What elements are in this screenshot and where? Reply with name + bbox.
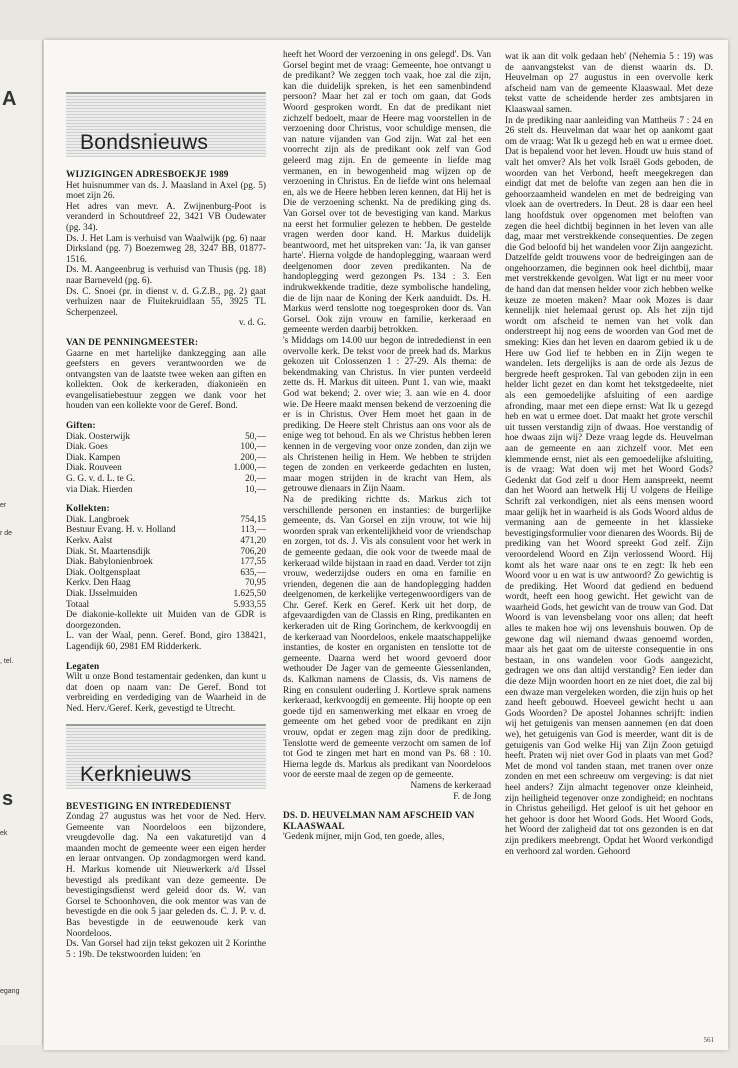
paragraph: L. van der Waal, penn. Geref. Bond, giro 138421, Lagendijk 60, 2981 EM Ridderkerk. — [66, 631, 266, 652]
article-heading: BEVESTIGING EN INTREDEDIENST — [66, 801, 232, 812]
adjacent-page-fragment: egang — [0, 988, 20, 995]
row-label: Diak. Langbroek — [66, 514, 129, 525]
list-row — [66, 432, 266, 443]
newsletter-page — [44, 40, 728, 1050]
list-row — [66, 442, 266, 453]
list-row — [66, 557, 266, 568]
row-amount: 1.000,— — [233, 463, 266, 474]
row-label: Diak. Ooltgensplaat — [66, 567, 141, 578]
paragraph: Het adres van mevr. A. Zwijnenburg-Poot is veranderd in Schoutdreef 22, 3421 VB Oudewater (pg. 34). — [66, 201, 266, 233]
row-label: Bestuur Evang. H. v. Holland — [66, 525, 176, 536]
paragraph: Ds. C. Snoei (pr. in dienst v. d. G.Z.B., pg. 2) gaat verhuizen naar de Fluitekruidlaan 55, 3925 TL Scherpenzeel. — [66, 286, 266, 318]
list-row — [66, 600, 266, 611]
row-amount: 10,— — [245, 484, 266, 495]
row-amount: 200,— — [240, 452, 266, 463]
signature: F. de Jong — [453, 791, 491, 802]
list-row — [66, 515, 266, 526]
row-amount: 50,— — [245, 431, 266, 442]
adjacent-page-letter: s — [2, 788, 14, 810]
row-amount: 635,— — [240, 567, 266, 578]
article-heading: VAN DE PENNINGMEESTER: — [66, 337, 199, 348]
paragraph: In de prediking naar aanleiding van Mattheüs 7 : 24 en 26 stelt ds. Heuvelman dat waar het op aankomt gaat om de vraag: Wat Ik u gezegd heb en wat u ermee doet. Dat is bepalend voor het leven. Houdt uw huis stand of valt het omver? Als het volk Israël Gods geboden, de woorden van het Verbond, heeft meegekregen dan eindigt dat met de belofte van zegen aan hen die in gehoorzaamheid wandelen en met de bedreiging van vloek aan de overtreders. In Deut. 28 is daar een heel lang hoofdstuk over opgenomen met beloften van zegen die heel dichtbij beginnen in het leven van alle dag, maar met verstrekkende consequenties. De zegen die God beloofd bij het wandelen voor Zijn aangezicht. Datzelfde geldt trouwens voor de bedreigingen aan de ongehoorzamen, die beginnen ook heel dichtbij, maar met verstrekkende gevolgen. Wat ligt er nu meer voor de hand dan dat mensen helder voor zich hebben welke keuze ze moeten maken? Maar ook Mozes is daar kennelijk niet helemaal gerust op. Als het zijn tijd wordt om afscheid te nemen van het volk dan onderstreept hij nog eens de woorden van God met de smeking: Kies dan het leven en daarom gebied ik u de Here uw God lief te hebben en in Zijn wegen te wandelen. Iets dergelijks is aan de orde als Jezus de bergrede heeft gesproken. Tal van geboden zijn in een helder licht gezet en dan komt het tekstgedeelte, niet als een gemoedelijke afsluiting of een aardige afronding, maar met een diepe ernst: Wat Ik u gezegd heb en wat u ermee doet. Dat maakt het grote verschil uit tussen verstandig zijn of dwaas. Hoe verstandig of hoe dwaas zijn wij? Deze vraag legde ds. Heuvelman aan de gemeente en aan zichzelf voor. Met een klemmende ernst, niet als een gemoedelijke afsluiting, is de vraag: Wat doen wij met het Woord Gods? Gedenkt dat God zelf u door Hem aanspreekt, neemt dan het Woord aan hetwelk Hij U volgens de Heilige Schrift zal verkondigen, niet als eens mensen woord maar gelijk het in waarheid is als Gods Woord aldus de vermaning aan de gemeente in het klassieke bevestigingsformulier voor dienaren des Woords. Bij de prediking van het Woord spreekt God zelf. Zijn veroordelend Woord en Zijn verlossend Woord. Hij komt als het ware naar ons te en zegt: Ik heb een Woord voor u en wat is uw antwoord? Zo gewichtig is de prediking. Het Woord dat gediend en beduend wordt, heeft een hoog gewicht. Het gewicht van de waarheid Gods, het gewicht van de trouw van God. Dat Woord is van levensbelang voor ons allen; dat heeft alles te maken hoe wij ons levenshuis bouwen. Op de gewone dag wil niemand dwaas genoemd worden, maar als het gaat om de uiterste consequentie in ons bestaan, in ons wandelen voor Gods aangezicht, gedragen we ons dan altijd verstandig? Een ieder dan die deze Mijn woorden hoort en ze niet doet, die zal bij een dwaze man vergeleken worden, die zijn huis op het zand heeft gebouwd. Hoeveel gewicht hecht u aan Gods Woorden? De apostel Johannes schrijft: indien wij het getuigenis van mensen aannemen (en dat doen we), het getuigenis van God is meerder, want dit is de getuigenis van God welke Hij van Zijn Zoon getuigd heeft. Praten wij niet over God in plaats van met God? Met de mond vol tanden staan, met tranen over onze zonden en met een schreeuw om vergeving: is dat niet heel anders? Zijn almacht tegenover onze kleinheid, zijn heiligheid tegenover onze zondigheid; en nochtans in Christus geheiligd. Het geloof is uit het gehoor en het gehoor is door het Woord Gods. Het Woord Gods, het Woord der zaligheid dat tot ons gezonden is en dat zijn predikers meebrengt. Opdat het Woord verkondigd en verhoord zal worden. Gehoord — [505, 115, 713, 857]
list-heading: Kollekten: — [66, 504, 110, 515]
list-row — [66, 485, 266, 496]
adjacent-page-fragment: , tel. — [0, 658, 14, 665]
list-row — [66, 463, 266, 474]
row-label: G. G. v. d. L. te G. — [66, 474, 136, 485]
row-amount: 177,55 — [240, 557, 266, 568]
row-label: Totaal — [66, 599, 90, 610]
section-title: Bondsnieuws — [80, 131, 209, 155]
list-row — [66, 525, 266, 536]
row-amount: 5.933,55 — [233, 599, 266, 610]
row-label: Diak. Goes — [66, 442, 108, 453]
list-heading: Giften: — [66, 421, 96, 432]
row-amount: 471,20 — [240, 536, 266, 546]
list-row — [66, 578, 266, 589]
list-row — [66, 589, 266, 600]
paragraph: Het huisnummer van ds. J. Maasland in Axel (pg. 5) moet zijn 26. — [66, 180, 266, 202]
row-label: Kerkv. Den Haag — [66, 578, 131, 589]
article-heading: DS. D. HEUVELMAN NAM AFSCHEID VAN KLAASWAAL — [283, 811, 475, 832]
paragraph: Zondag 27 augustus was het voor de Ned. Herv. Gemeente van Noordeloos een bijzondere, vreugdevolle dag. Na een vakaturetijd van 4 maanden mocht de gemeente weer een eigen herder en leraar ontvangen. Op zondagmorgen werd kand. H. Markus komende uit Nieuwerkerk a/d IJssel bevestigd als predikant van deze gemeente. De bevestigingsdienst werd geleid door ds. W. van Gorsel te Schoonhoven, die ook mentor was van de bevestigde en die ook 5 jaar geleden ds. C. J. P. v. d. Bas bevestigde in de eeuwenoude kerk van Noordeloos. — [66, 812, 266, 939]
list-row — [66, 547, 266, 558]
row-amount: 706,20 — [240, 546, 266, 557]
paragraph: Na de prediking richtte ds. Markus zich tot verschillende personen en instanties: de burgerlijke gemeente, ds. Van Gorsel en zijn vrouw, tot wie hij woorden sprak van erkentelijkheid voor de vriendschap en zorgen, tot ds. J. Vis als consulent voor het werk in de gemeente gedaan, die ook voor de tweede maal de kerkeraad wilde bijstaan in raad en daad. Verder tot zijn vrouw, wederzijdse ouders en oma en familie en vrienden, degenen die aan de handoplegging hadden deelgenomen, de kerkelijke vertegenwoordigers van de Chr. Geref. Kerk en Geref. Kerk uit het dorp, de afgevaardigden van de Classis en Ring, predikanten en kerkeraden uit de Ring Gorinchem, de kerkvoogdij en de kerkeraad van Noordeloos, enkele maatschappelijke instanties, de koster en organisten en tenslotte tot de gemeente. Daarna werd het woord gevoerd door wethouder De Jager van de gemeente Giessenlanden, ds. Kalkman namens de Classis, ds. Vis namens de Ring en consulent ouderling J. Kortleve sprak namens kerkeraad, kerkvoogdij en gemeente. Hij hoopte op een goede tijd en samenwerking met elkaar en vroeg de gemeente om het gebed voor de predikant en zijn vrouw, opdat er zegen mag zijn door de prediking. Tenslotte werd de gemeente verzocht om samen de lof tot God te zingen met hart en mond van Ps. 68 : 10. Hierna legde ds. Markus als predikant van Noordeloos voor de eerste maal de zegen op de gemeente. — [283, 494, 491, 781]
row-amount: 20,— — [245, 474, 266, 485]
row-label: Diak. Rouveen — [66, 463, 122, 474]
signature: Namens de kerkeraad — [410, 780, 491, 791]
kollekten-list — [66, 515, 266, 610]
row-label: Diak. IJsselmuiden — [66, 588, 138, 599]
row-label: Kerkv. Aalst — [66, 536, 113, 546]
paragraph: Ds. Van Gorsel had zijn tekst gekozen uit 2 Korinthe 5 : 19b. De tekstwoorden luiden: 'en — [66, 939, 266, 960]
paragraph: 's Middags om 14.00 uur begon de intrededienst in een overvolle kerk. De tekst voor de preek had ds. Markus gekozen uit Colossenzen 1 : 27-29. Als thema: de bekendmaking van Christus. In vier punten verdeeld zette ds. H. Markus dit uiteen. Punt 1. van wie, maakt God wat bekend; 2. over wie; 3. aan wie en 4. door wie. De Heere maakt mensen bekend de verzoening die er is in Christus. Over Hem moet het gaan in de prediking. De Heere stelt Christus aan ons voor als de enige weg tot behoud. En als we Christus hebben leren kennen in de vergeving voor onze zonden, dan zijn we als Christenen heilig in Hem. We hebben te strijden tegen de zonden en verkeerde gedachten en lusten, maar mogen strijden in de kracht van Hem, als getrouwe dienaars in Zijn Naam. — [283, 336, 491, 495]
paragraph: 'Gedenk mijner, mijn God, ten goede, alles, — [283, 832, 445, 843]
paragraph: Wilt u onze Bond testamentair gedenken, dan kunt u dat doen op naam van: De Geref. Bond tot verbreiding en verdediging van de Waarheid in de Ned. Herv./Geref. Kerk, gevestigd te Utrecht. — [66, 672, 266, 714]
column-right — [505, 52, 713, 857]
adjacent-page-letter: A — [2, 88, 17, 110]
list-row — [66, 453, 266, 464]
section-banner-kerknieuws — [66, 724, 266, 789]
row-label: Diak. Kampen — [66, 452, 121, 463]
row-label: via Diak. Hierden — [66, 484, 133, 495]
row-amount: 754,15 — [240, 514, 266, 525]
paragraph: De diakonie-kollekte uit Muiden van de GDR is doorgezonden. — [66, 610, 266, 631]
paragraph: Gaarne en met hartelijke dankzegging aan alle geefsters en gevers verantwoorden we de ontvangsten van de laatste twee weken aan giften en kollekten. Ook de kerkeraden, diakonieën en evangelisatiebestuur zeggen we dank voor het houden van een kollekte voor de Geref. Bond. — [66, 348, 266, 412]
paragraph: Ds. J. Het Lam is verhuisd van Waalwijk (pg. 6) naar Dirksland (pg. 7) Boezemweg 28, 3247 BB, 01877-1516. — [66, 233, 266, 265]
adjacent-page-fragment: er — [0, 502, 7, 509]
list-row — [66, 474, 266, 485]
signature: v. d. G. — [238, 318, 266, 329]
adjacent-page-fragment: r de — [0, 530, 13, 537]
section-banner-bondsnieuws — [66, 92, 266, 157]
row-amount: 70,95 — [245, 578, 266, 589]
adjacent-page-edge — [0, 40, 43, 1045]
column-left — [66, 92, 266, 960]
row-label: Diak. Babylonienbroek — [66, 557, 153, 568]
section-title: Kerknieuws — [80, 762, 192, 786]
giften-list — [66, 432, 266, 496]
adjacent-page-fragment: ek — [0, 830, 8, 837]
row-amount: 113,— — [240, 525, 266, 536]
article-heading: WIJZIGINGEN ADRESBOEKJE 1989 — [66, 170, 229, 180]
paragraph: wat ik aan dit volk gedaan heb' (Nehemia 5 : 19) was de aanvangstekst van de dienst waarin ds. D. Heuvelman op 27 augustus in een overvolle kerk afscheid nam van de gemeente Klaaswaal. Met deze tekst vatte de scheidende herder zes ambtsjaren in Klaaswaal samen. — [505, 52, 713, 115]
paragraph: heeft het Woord der verzoening in ons gelegd'. Ds. Van Gorsel begint met de vraag: Gemeente, hoe ontvangt u de predikant? We zeggen toch vaak, hoe zal die zijn, kan die duidelijk spreken, is het een samenbindend persoon? Maar het zal er toch om gaan, dat Gods Woord gesproken wordt. En dat de predikant niet zichzelf bedoelt, maar de Heere mag voorstellen in de verzoening door Christus, voor schuldige mensen, die van nature vijanden van God zijn. Wat zal het een voorrecht zijn als de predikant ook zelf van God geleerd mag zijn. En de gemeente in liefde mag vermanen, en in bewogenheid mag wijzen op de verzoening in Christus. En de liefde wint ons helemaal en, als we de Heere hebben leren kennen, dat Hij het is Die de verzoening schenkt. Na de prediking ging ds. Van Gorsel over tot de bevestiging van kand. Markus na eerst het formulier gelezen te hebben. De gestelde vragen werden door kand. H. Markus duidelijk beantwoord, met het uitspreken van: 'Ja, ik van ganser harte'. Hierna volgde de handoplegging, waaraan werd deelgenomen door zeven predikanten. Na de handoplegging werd gezongen Ps. 134 : 3. Een indrukwekkende traditie, deze symbolische handeling, die de lijn naar de Koning der Kerk aanduidt. Ds. H. Markus werd tenslotte nog toegesproken door ds. Van Gorsel. Ook zijn vrouw en familie, kerkeraad en gemeente werden daarbij betrokken. — [283, 50, 491, 336]
row-amount: 1.625,50 — [233, 588, 266, 599]
column-middle — [283, 50, 491, 843]
page-number: 561 — [703, 1036, 714, 1044]
row-label: Diak. St. Maartensdijk — [66, 546, 151, 557]
row-amount: 100,— — [240, 442, 266, 453]
article-heading: Legaten — [66, 661, 100, 672]
list-row — [66, 536, 266, 547]
paragraph: Ds. M. Aangeenbrug is verhuisd van Thusis (pg. 18) naar Barneveld (pg. 6). — [66, 265, 266, 286]
row-label: Diak. Oosterwijk — [66, 431, 131, 442]
list-row — [66, 568, 266, 579]
